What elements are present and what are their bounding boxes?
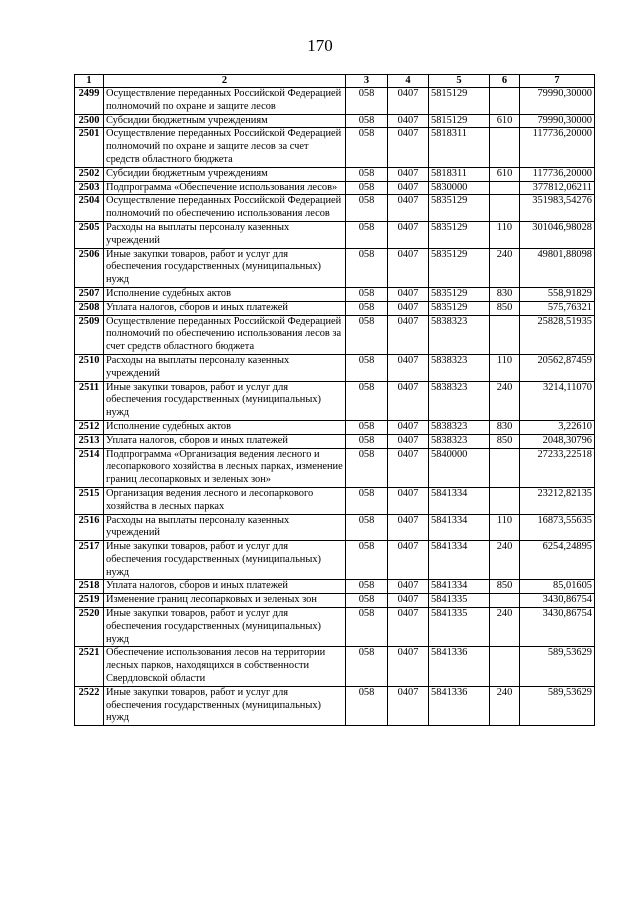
- section-code-cell: 0407: [388, 594, 429, 608]
- amount-cell: 589,53629: [520, 686, 595, 725]
- expense-type-cell: 240: [490, 686, 520, 725]
- column-header: 2: [104, 75, 346, 88]
- expense-type-cell: 830: [490, 287, 520, 301]
- section-code-cell: 0407: [388, 420, 429, 434]
- row-number-cell: 2502: [75, 167, 104, 181]
- amount-cell: 79990,30000: [520, 88, 595, 115]
- ministry-code-cell: 058: [346, 686, 388, 725]
- target-code-cell: 5838323: [429, 315, 490, 354]
- ministry-code-cell: 058: [346, 594, 388, 608]
- row-number-cell: 2519: [75, 594, 104, 608]
- table-row: [75, 594, 595, 608]
- ministry-code-cell: 058: [346, 114, 388, 128]
- section-code-cell: 0407: [388, 354, 429, 381]
- target-code-cell: 5818311: [429, 128, 490, 167]
- table-row: [75, 88, 595, 115]
- amount-cell: 117736,20000: [520, 128, 595, 167]
- column-header: 3: [346, 75, 388, 88]
- section-code-cell: 0407: [388, 514, 429, 541]
- expense-type-cell: [490, 487, 520, 514]
- target-code-cell: 5841334: [429, 541, 490, 580]
- amount-cell: 589,53629: [520, 647, 595, 686]
- table-row: [75, 181, 595, 195]
- table-row: [75, 420, 595, 434]
- expense-type-cell: 110: [490, 221, 520, 248]
- row-number-cell: 2516: [75, 514, 104, 541]
- table-row: [75, 647, 595, 686]
- section-code-cell: 0407: [388, 381, 429, 420]
- table-body: [75, 88, 595, 726]
- row-name-cell: Иные закупки товаров, работ и услуг для обеспечения государственных (муниципальных) нужд: [104, 541, 346, 580]
- row-number-cell: 2501: [75, 128, 104, 167]
- target-code-cell: 5815129: [429, 114, 490, 128]
- target-code-cell: 5841335: [429, 594, 490, 608]
- table-row: [75, 541, 595, 580]
- target-code-cell: 5830000: [429, 181, 490, 195]
- target-code-cell: 5838323: [429, 381, 490, 420]
- row-name-cell: Субсидии бюджетным учреждениям: [104, 114, 346, 128]
- table-row: [75, 487, 595, 514]
- row-name-cell: Осуществление переданных Российской Федерацией полномочий по обеспечению использования лесов за счет средств областного бюджета: [104, 315, 346, 354]
- row-name-cell: Иные закупки товаров, работ и услуг для обеспечения государственных (муниципальных) нужд: [104, 381, 346, 420]
- row-number-cell: 2506: [75, 248, 104, 287]
- row-name-cell: Исполнение судебных актов: [104, 287, 346, 301]
- ministry-code-cell: 058: [346, 514, 388, 541]
- amount-cell: 575,76321: [520, 301, 595, 315]
- table-row: [75, 221, 595, 248]
- target-code-cell: 5835129: [429, 221, 490, 248]
- target-code-cell: 5838323: [429, 434, 490, 448]
- row-name-cell: Уплата налогов, сборов и иных платежей: [104, 301, 346, 315]
- amount-cell: 79990,30000: [520, 114, 595, 128]
- ministry-code-cell: 058: [346, 315, 388, 354]
- target-code-cell: 5841334: [429, 514, 490, 541]
- expense-type-cell: 240: [490, 248, 520, 287]
- ministry-code-cell: 058: [346, 195, 388, 222]
- expense-type-cell: 240: [490, 541, 520, 580]
- column-header: 5: [429, 75, 490, 88]
- row-number-cell: 2508: [75, 301, 104, 315]
- target-code-cell: 5838323: [429, 354, 490, 381]
- budget-table: [74, 74, 595, 726]
- expense-type-cell: 850: [490, 580, 520, 594]
- expense-type-cell: [490, 195, 520, 222]
- table-row: [75, 381, 595, 420]
- ministry-code-cell: 058: [346, 487, 388, 514]
- row-number-cell: 2499: [75, 88, 104, 115]
- table-row: [75, 448, 595, 487]
- amount-cell: 301046,98028: [520, 221, 595, 248]
- target-code-cell: 5841336: [429, 686, 490, 725]
- target-code-cell: 5841335: [429, 608, 490, 647]
- row-name-cell: Исполнение судебных актов: [104, 420, 346, 434]
- row-name-cell: Расходы на выплаты персоналу казенных учреждений: [104, 221, 346, 248]
- target-code-cell: 5835129: [429, 195, 490, 222]
- table-row: [75, 686, 595, 725]
- section-code-cell: 0407: [388, 315, 429, 354]
- ministry-code-cell: 058: [346, 221, 388, 248]
- row-name-cell: Осуществление переданных Российской Федерацией полномочий по охране и защите лесов за счет средств областного бюджета: [104, 128, 346, 167]
- section-code-cell: 0407: [388, 686, 429, 725]
- expense-type-cell: [490, 448, 520, 487]
- ministry-code-cell: 058: [346, 647, 388, 686]
- expense-type-cell: 240: [490, 381, 520, 420]
- amount-cell: 558,91829: [520, 287, 595, 301]
- target-code-cell: 5835129: [429, 248, 490, 287]
- amount-cell: 117736,20000: [520, 167, 595, 181]
- target-code-cell: 5835129: [429, 301, 490, 315]
- table-row: [75, 114, 595, 128]
- ministry-code-cell: 058: [346, 434, 388, 448]
- target-code-cell: 5840000: [429, 448, 490, 487]
- expense-type-cell: [490, 128, 520, 167]
- amount-cell: 377812,06211: [520, 181, 595, 195]
- row-number-cell: 2509: [75, 315, 104, 354]
- column-header: 1: [75, 75, 104, 88]
- row-number-cell: 2511: [75, 381, 104, 420]
- amount-cell: 3430,86754: [520, 608, 595, 647]
- row-number-cell: 2522: [75, 686, 104, 725]
- row-number-cell: 2507: [75, 287, 104, 301]
- row-number-cell: 2505: [75, 221, 104, 248]
- row-name-cell: Подпрограмма «Организация ведения лесного и лесопаркового хозяйства в лесных парках, изменение границ лесопарковых и зеленых зон»: [104, 448, 346, 487]
- row-name-cell: Изменение границ лесопарковых и зеленых зон: [104, 594, 346, 608]
- row-name-cell: Расходы на выплаты персоналу казенных учреждений: [104, 354, 346, 381]
- ministry-code-cell: 058: [346, 88, 388, 115]
- row-name-cell: Иные закупки товаров, работ и услуг для обеспечения государственных (муниципальных) нужд: [104, 248, 346, 287]
- column-header: 7: [520, 75, 595, 88]
- target-code-cell: 5841336: [429, 647, 490, 686]
- row-name-cell: Иные закупки товаров, работ и услуг для обеспечения государственных (муниципальных) нужд: [104, 608, 346, 647]
- expense-type-cell: [490, 88, 520, 115]
- ministry-code-cell: 058: [346, 608, 388, 647]
- expense-type-cell: 240: [490, 608, 520, 647]
- row-name-cell: Организация ведения лесного и лесопаркового хозяйства в лесных парках: [104, 487, 346, 514]
- row-number-cell: 2514: [75, 448, 104, 487]
- expense-type-cell: [490, 181, 520, 195]
- row-number-cell: 2504: [75, 195, 104, 222]
- table-row: [75, 580, 595, 594]
- expense-type-cell: 850: [490, 434, 520, 448]
- row-name-cell: Расходы на выплаты персоналу казенных учреждений: [104, 514, 346, 541]
- row-number-cell: 2513: [75, 434, 104, 448]
- table-row: [75, 195, 595, 222]
- amount-cell: 16873,55635: [520, 514, 595, 541]
- row-number-cell: 2512: [75, 420, 104, 434]
- table-row: [75, 514, 595, 541]
- ministry-code-cell: 058: [346, 541, 388, 580]
- section-code-cell: 0407: [388, 448, 429, 487]
- section-code-cell: 0407: [388, 114, 429, 128]
- ministry-code-cell: 058: [346, 301, 388, 315]
- ministry-code-cell: 058: [346, 354, 388, 381]
- table-row: [75, 248, 595, 287]
- target-code-cell: 5838323: [429, 420, 490, 434]
- section-code-cell: 0407: [388, 248, 429, 287]
- amount-cell: 49801,88098: [520, 248, 595, 287]
- section-code-cell: 0407: [388, 167, 429, 181]
- row-name-cell: Обеспечение использования лесов на территории лесных парков, находящихся в собственности Свердловской области: [104, 647, 346, 686]
- column-header: 4: [388, 75, 429, 88]
- amount-cell: 27233,22518: [520, 448, 595, 487]
- row-name-cell: Уплата налогов, сборов и иных платежей: [104, 580, 346, 594]
- section-code-cell: 0407: [388, 88, 429, 115]
- expense-type-cell: [490, 594, 520, 608]
- target-code-cell: 5835129: [429, 287, 490, 301]
- amount-cell: 2048,30796: [520, 434, 595, 448]
- section-code-cell: 0407: [388, 580, 429, 594]
- table-row: [75, 315, 595, 354]
- row-number-cell: 2510: [75, 354, 104, 381]
- section-code-cell: 0407: [388, 181, 429, 195]
- expense-type-cell: 110: [490, 514, 520, 541]
- row-name-cell: Подпрограмма «Обеспечение использования лесов»: [104, 181, 346, 195]
- row-name-cell: Субсидии бюджетным учреждениям: [104, 167, 346, 181]
- ministry-code-cell: 058: [346, 128, 388, 167]
- table-row: [75, 354, 595, 381]
- target-code-cell: 5818311: [429, 167, 490, 181]
- ministry-code-cell: 058: [346, 167, 388, 181]
- section-code-cell: 0407: [388, 128, 429, 167]
- table-row: [75, 434, 595, 448]
- section-code-cell: 0407: [388, 608, 429, 647]
- row-name-cell: Уплата налогов, сборов и иных платежей: [104, 434, 346, 448]
- table-row: [75, 301, 595, 315]
- ministry-code-cell: 058: [346, 448, 388, 487]
- expense-type-cell: [490, 315, 520, 354]
- row-number-cell: 2517: [75, 541, 104, 580]
- expense-type-cell: [490, 647, 520, 686]
- section-code-cell: 0407: [388, 195, 429, 222]
- row-name-cell: Иные закупки товаров, работ и услуг для обеспечения государственных (муниципальных) нужд: [104, 686, 346, 725]
- target-code-cell: 5815129: [429, 88, 490, 115]
- table-row: [75, 287, 595, 301]
- expense-type-cell: 110: [490, 354, 520, 381]
- row-number-cell: 2518: [75, 580, 104, 594]
- amount-cell: 20562,87459: [520, 354, 595, 381]
- row-number-cell: 2500: [75, 114, 104, 128]
- table-row: [75, 608, 595, 647]
- section-code-cell: 0407: [388, 221, 429, 248]
- target-code-cell: 5841334: [429, 580, 490, 594]
- row-number-cell: 2521: [75, 647, 104, 686]
- amount-cell: 351983,54276: [520, 195, 595, 222]
- row-number-cell: 2503: [75, 181, 104, 195]
- page-number: 170: [307, 36, 333, 55]
- expense-type-cell: 850: [490, 301, 520, 315]
- ministry-code-cell: 058: [346, 248, 388, 287]
- ministry-code-cell: 058: [346, 580, 388, 594]
- amount-cell: 3214,11070: [520, 381, 595, 420]
- section-code-cell: 0407: [388, 647, 429, 686]
- ministry-code-cell: 058: [346, 287, 388, 301]
- target-code-cell: 5841334: [429, 487, 490, 514]
- ministry-code-cell: 058: [346, 381, 388, 420]
- row-name-cell: Осуществление переданных Российской Федерацией полномочий по охране и защите лесов: [104, 88, 346, 115]
- amount-cell: 3,22610: [520, 420, 595, 434]
- amount-cell: 85,01605: [520, 580, 595, 594]
- expense-type-cell: 830: [490, 420, 520, 434]
- section-code-cell: 0407: [388, 301, 429, 315]
- row-name-cell: Осуществление переданных Российской Федерацией полномочий по обеспечению использования лесов: [104, 195, 346, 222]
- amount-cell: 25828,51935: [520, 315, 595, 354]
- table-row: [75, 128, 595, 167]
- table-row: [75, 167, 595, 181]
- expense-type-cell: 610: [490, 114, 520, 128]
- section-code-cell: 0407: [388, 487, 429, 514]
- row-number-cell: 2515: [75, 487, 104, 514]
- row-number-cell: 2520: [75, 608, 104, 647]
- amount-cell: 3430,86754: [520, 594, 595, 608]
- section-code-cell: 0407: [388, 434, 429, 448]
- column-header: 6: [490, 75, 520, 88]
- ministry-code-cell: 058: [346, 181, 388, 195]
- ministry-code-cell: 058: [346, 420, 388, 434]
- expense-type-cell: 610: [490, 167, 520, 181]
- section-code-cell: 0407: [388, 287, 429, 301]
- amount-cell: 6254,24895: [520, 541, 595, 580]
- amount-cell: 23212,82135: [520, 487, 595, 514]
- section-code-cell: 0407: [388, 541, 429, 580]
- header-row: [75, 75, 595, 88]
